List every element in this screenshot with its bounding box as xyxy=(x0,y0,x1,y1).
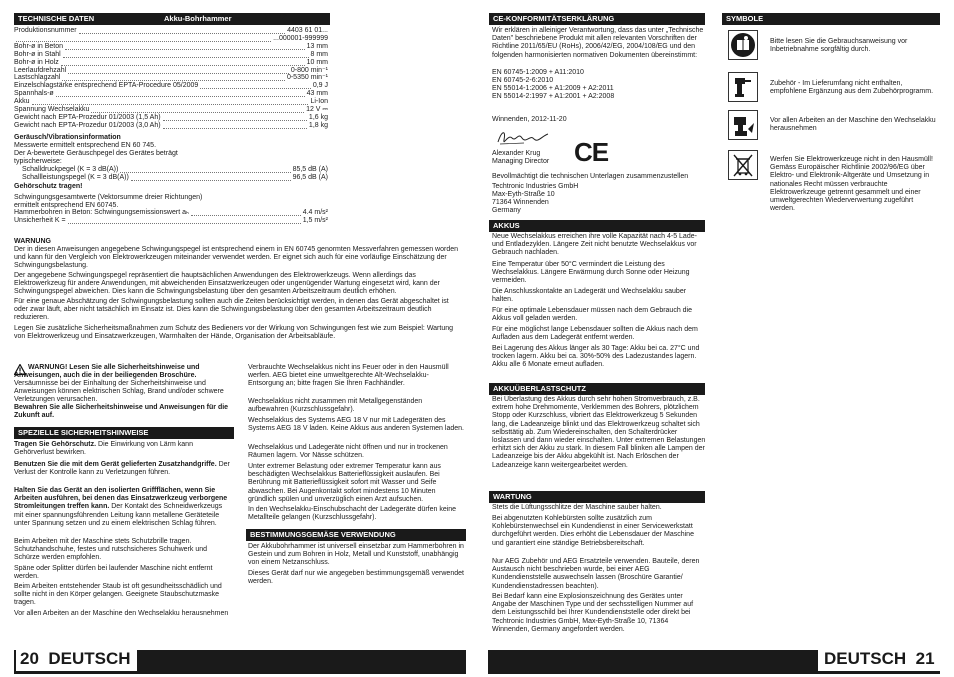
special-safety-header xyxy=(14,427,234,439)
symbol-text-manual: Bitte lesen Sie die Gebrauchsanweisung vor Inbetriebnahme sorgfältig durch. xyxy=(770,38,908,54)
ce-authorized-text: Bevollmächtigt die technischen Unterlagen zusammenzustellen xyxy=(492,173,689,180)
special-item-6: Beim Arbeiten entstehender Staub ist oft gesundheitsschädlich und sollte nicht in den Körper gelangen. Geeignete Staubschutzmaske tragen. xyxy=(14,583,222,607)
spec-value: 43 mm xyxy=(306,90,328,98)
spec-label: Lastschlagzahl xyxy=(14,74,61,82)
right-page-number: 21 xyxy=(915,649,935,668)
akkus-paragraph-4: Für eine optimale Lebensdauer müssen nach dem Gebrauch die Akkus voll geladen werden. xyxy=(492,307,693,323)
left-page-number: 20 xyxy=(20,649,39,668)
spec-leader-dots xyxy=(191,209,301,216)
ear-protection-title: Gehörschutz tragen! xyxy=(14,183,83,190)
safety-warning-text: Versäumnisse bei der Einhaltung der Sicherheitshinweise und Anweisungen können elektrischen Schlag, Brand und/oder schwere Verletzungen verursachen. xyxy=(14,380,224,404)
ce-address-line-4: Germany xyxy=(492,207,521,214)
left-page-language: DEUTSCH xyxy=(48,649,131,668)
spec-leader-dots xyxy=(131,174,291,181)
spec-value: 4.4 m/s² xyxy=(302,209,328,216)
right-page-language: DEUTSCH xyxy=(824,649,907,668)
spec-label: Spannung Wechselakku xyxy=(14,106,90,113)
symbol-text-accessory: Zubehör - Im Lieferumfang nicht enthalten, empfohlene Ergänzung aus dem Zubehörprogramm. xyxy=(770,80,934,96)
akkus-paragraph-1: Neue Wechselakkus erreichen ihre volle Kapazität nach 4-5 Lade-und Entladezyklen. Längere Zeit nicht benutzte Wechselakkus vor Gebrauch nachladen. xyxy=(492,233,697,257)
spec-value: ...000001-999999 xyxy=(273,34,328,42)
battery-paragraph-4: Wechselakkus und Ladegeräte nicht öffnen und nur in trockenen Räumen lagern. Vor Nässe schützen. xyxy=(248,444,448,460)
akkus-paragraph-5: Für eine möglichst lange Lebensdauer sollten die Akkus nach dem Aufladen aus dem Ladegerät entfernt werden. xyxy=(492,326,698,342)
vibration-line-2: ermittelt entsprechend EN 60745. xyxy=(14,202,119,209)
ce-title: CE-KONFORMITÄTSERKLÄRUNG xyxy=(493,14,615,23)
wartung-title: WARTUNG xyxy=(493,492,532,501)
spec-leader-dots xyxy=(163,122,307,129)
spec-value: 4403 61 01... xyxy=(287,27,328,34)
safety-keep-text: Bewahren Sie alle Sicherheitshinweise und Anweisungen für die Zukunft auf. xyxy=(14,404,229,420)
spec-value: 0-800 min⁻¹ xyxy=(290,66,328,74)
symbols-header xyxy=(722,13,940,25)
spec-label: Hammerbohren in Beton: Schwingungsemissionswert aₕ xyxy=(14,209,189,216)
akkus-paragraph-2: Eine Temperatur über 50°C vermindert die Leistung des Wechselakkus. Längere Erwärmung durch Sonne oder Heizung vermeiden. xyxy=(492,261,690,285)
spec-leader-dots xyxy=(200,82,311,89)
spec-label: Einzelschlagstärke entsprechend EPTA-Procedure 05/2009 xyxy=(14,82,199,90)
spec-label: Spannhals-ø xyxy=(14,90,54,98)
wartung-header xyxy=(489,491,705,503)
spec-leader-dots xyxy=(62,74,285,81)
spec-leader-dots xyxy=(32,98,308,105)
battery-paragraph-5: Unter extremer Belastung oder extremer Temperatur kann aus beschädigten Wechselakkus Batterieflüssigkeit auslaufen. Bei Berührung mit Batterieflüssigkeit sofort mit Wasser und Seife abwaschen. Bei Augenkontakt sofort mindestens 10 Minuten gründlich spülen und unverzüglich einen Arzt aufsuchen. xyxy=(248,463,441,503)
special-item-1: Tragen Sie Gehörschutz. Die Einwirkung von Lärm kann Gehörverlust bewirken. xyxy=(14,441,193,457)
special-safety-title: SPEZIELLE SICHERHEITSHINWEISE xyxy=(18,428,149,437)
intended-use-header xyxy=(246,529,466,541)
right-footer-label xyxy=(818,647,941,671)
akkus-title: AKKUS xyxy=(493,221,520,230)
spec-leader-dots xyxy=(79,27,285,34)
wartung-paragraph-1: Stets die Lüftungsschlitze der Maschine sauber halten. xyxy=(492,504,662,511)
spec-value: 85,5 dB (A) xyxy=(292,166,328,173)
spec-label: Schalldruckpegel (K = 3 dB(A)) xyxy=(22,166,119,173)
noise-line-2: Der A-bewertete Geräuschpegel des Gerätes beträgt xyxy=(14,150,178,157)
weee-bin-icon xyxy=(728,150,758,180)
intended-use-paragraph-2: Dieses Gerät darf nur wie angegeben bestimmungsgemäß verwendet werden. xyxy=(248,570,464,586)
wartung-paragraph-3: Nur AEG Zubehör und AEG Ersatzteile verwenden. Bauteile, deren Austausch nicht beschrieben wurde, bei einer AEG Kundendienststelle auswechseln lassen (Broschüre Garantie/ Kundendienstadressen beachten). xyxy=(492,558,700,590)
battery-paragraph-1: Verbrauchte Wechselakkus nicht ins Feuer oder in den Hausmüll werfen. AEG bietet eine umweltgerechte Alt-Wechselakku-Entsorgung an; bitte fragen Sie Ihren Fachhändler. xyxy=(248,364,449,388)
special-item-4: Beim Arbeiten mit der Maschine stets Schutzbrille tragen. Schutzhandschuhe, festes und rutschsicheres Schuhwerk und Schürze werden empfohlen. xyxy=(14,538,208,562)
overload-title: AKKUÜBERLASTSCHUTZ xyxy=(493,384,586,393)
battery-paragraph-6: In den Wechselakku-Einschubschacht der Ladegeräte dürfen keine Metallteile gelangen (Kurzschlussgefahr). xyxy=(248,506,457,522)
accessory-icon xyxy=(728,72,758,102)
akkus-paragraph-6: Bei Lagerung des Akkus länger als 30 Tage: Akku bei ca. 27°C und trocken lagern. Akku bei ca. 30%-50% des Ladezustandes lagern. Akku alle 6 Monate erneut aufladen. xyxy=(492,345,700,369)
akkus-header xyxy=(489,220,705,232)
spec-leader-dots xyxy=(65,43,305,50)
ce-norm-2: EN 60745-2-6:2010 xyxy=(492,77,554,84)
noise-line-1: Messwerte ermittelt entsprechend EN 60 745. xyxy=(14,142,157,149)
spec-value: 0,9 J xyxy=(312,82,328,90)
spec-label: Bohr-ø in Holz xyxy=(14,58,59,66)
spec-leader-dots xyxy=(61,59,305,66)
ce-place-date: Winnenden, 2012-11-20 xyxy=(492,116,567,123)
battery-paragraph-3: Wechselakkus des Systems AEG 18 V nur mit Ladegeräten des Systems AEG 18 V laden. Keine Akkus aus anderen Systemen laden. xyxy=(248,417,464,433)
ce-norm-4: EN 55014-2:1997 + A1:2001 + A2:2008 xyxy=(492,93,615,100)
special-item-5: Späne oder Splitter dürfen bei laufender Maschine nicht entfernt werden. xyxy=(14,565,213,581)
symbol-text-weee: Werfen Sie Elektrowerkzeuge nicht in den Hausmüll! Gemäss Europäischer Richtlinie 2002/96/EG über Elektro- und Elektronik-Altgeräte und Umsetzung in nationales Recht müssen verbrauchte Elektrowerkzeuge getrennt gesammelt und einer umweltgerechten Wiederverwertung zugeführt werden. xyxy=(770,156,933,213)
ce-address-line-3: 71364 Winnenden xyxy=(492,199,549,206)
spec-leader-dots xyxy=(163,114,307,121)
left-footer-label xyxy=(16,647,137,671)
spec-value: 13 mm xyxy=(306,42,328,50)
spec-label: Bohr-ø in Stahl xyxy=(14,50,61,58)
warning-paragraph-1: Der in diesen Anweisungen angegebene Schwingungspegel ist entsprechend einem in EN 60745 genormten Messverfahren gemessen worden und kann für den Vergleich von Elektrowerkzeugen miteinander verwendet werden. Er eignet sich auch für eine vorläufige Einschätzung der Schwingungsbelastung. xyxy=(14,246,459,270)
spec-label: Unsicherheit K = xyxy=(14,217,66,224)
spec-value: 8 mm xyxy=(310,50,328,58)
intended-use-paragraph-1: Der Akkubohrhammer ist universell einsetzbar zum Hammerbohren in Gestein und zum Bohren in Holz, Metall und Kunststoff, unabhängig von einem Netzanschluss. xyxy=(248,543,464,567)
battery-paragraph-2: Wechselakkus nicht zusammen mit Metallgegenständen aufbewahren (Kurzschlussgefahr). xyxy=(248,398,423,414)
ce-norm-3: EN 55014-1:2006 + A1:2009 + A2:2011 xyxy=(492,85,614,92)
spec-label: Akku xyxy=(14,98,30,106)
ce-norm-1: EN 60745-1:2009 + A11:2010 xyxy=(492,69,584,76)
spec-value: 10 mm xyxy=(306,58,328,66)
model-label: Akku-Bohrhammer xyxy=(164,14,232,23)
noise-title: Geräusch/Vibrationsinformation xyxy=(14,134,121,141)
spec-leader-dots xyxy=(68,217,301,224)
spec-value: 0-5350 min⁻¹ xyxy=(286,74,328,82)
spec-value: Li-Ion xyxy=(310,98,328,106)
overload-header xyxy=(489,383,705,395)
spec-label: Leerlaufdrehzahl xyxy=(14,66,67,74)
ce-mark: CE xyxy=(574,137,609,167)
manual-icon xyxy=(728,30,758,60)
akkus-paragraph-3: Die Anschlusskontakte an Ladegerät und Wechselakku sauber halten. xyxy=(492,288,687,304)
wartung-paragraph-2: Bei abgenutzten Kohlebürsten sollte zusätzlich zum Kohlebürstenwechsel ein Kundendienst in einer Servicewerkstatt durchgeführt werden. Dies erhöht die Lebensdauer der Maschine und garantiert eine ständige Betriebsbereitschaft. xyxy=(492,515,694,547)
special-item-3: Halten Sie das Gerät an den isolierten Griffflächen, wenn Sie Arbeiten ausführen, bei denen das Einsatzwerkzeug verborgene Stromleitungen treffen kann. Der Kontakt des Schneidwerkzeugs mit einer spannungsführenden Leitung kann metallene Geräteteile unter Spannung setzen und zu einem elektrischen Schlag führen. xyxy=(14,487,228,527)
ce-signatory-role: Managing Director xyxy=(492,158,550,165)
vibration-line-1: Schwingungsgesamtwerte (Vektorsumme dreier Richtungen) xyxy=(14,194,203,201)
spec-label: Gewicht nach EPTA-Prozedur 01/2003 (1,5 Ah) xyxy=(14,113,161,121)
warning-paragraph-3: Für eine genaue Abschätzung der Schwingungsbelastung sollten auch die Zeiten berücksichtigt werden, in denen das Gerät abgeschaltet ist oder zwar läuft, aber nicht tatsächlich im Einsatz ist. Dies kann die Schwingungsbelastung über den gesamten Arbeitszeitraum deutlich reduzieren. xyxy=(14,298,449,322)
battery-remove-icon xyxy=(728,110,758,140)
spec-label: Produktionsnummer xyxy=(14,27,77,34)
spec-value: 1,8 kg xyxy=(308,121,328,129)
spec-leader-dots xyxy=(56,90,305,97)
ce-header xyxy=(489,13,705,25)
spec-value: 1,6 kg xyxy=(308,113,328,121)
spec-value: 1,5 m/s² xyxy=(302,217,328,224)
overload-text: Bei Überlastung des Akkus durch sehr hohen Stromverbrauch, z.B. extrem hohe Drehmomente, Verklemmen des Bohrers, plötzlichem Stopp oder Kurzschluss, vibriert das Elektrowerkzeug 5 Sekunden lang, die Ladeanzeige blinkt und das Elektrowerkzeug schaltet sich selbsttätig ab. Zum Wiedereinschalten, den Schalterdrücker loslassen und dann wieder einschalten. Unter extremen Belastungen erhitzt sich der Akku zu stark. In diesem Fall blinken alle Lampen der Ladeanzeige bis der Akku abgekühlt ist. Nach Erlöschen der Ladeanzeige kann weitergearbeitet werden. xyxy=(492,396,706,469)
warning-title: WARNUNG xyxy=(14,238,51,245)
wartung-paragraph-4: Bei Bedarf kann eine Explosionszeichnung des Gerätes unter Angabe der Maschinen Type und der sechsstelligen Nummer auf dem Leistungsschild bei Ihrer Kundendienststelle oder direkt bei Techtronic Industries GmbH, Max-Eyth-Straße 10, 71364 Winnenden, Germany angefordert werden. xyxy=(492,593,694,633)
spec-leader-dots xyxy=(16,35,271,42)
special-item-7: Vor allen Arbeiten an der Maschine den Wechselakku herausnehmen xyxy=(14,610,229,617)
ce-address-line-2: Max-Eyth-Straße 10 xyxy=(492,191,555,198)
spec-leader-dots xyxy=(63,51,309,58)
spec-label: Schallleistungspegel (K = 3 dB(A)) xyxy=(22,174,129,181)
ce-address-line-1: Techtronic Industries GmbH xyxy=(492,183,579,190)
intended-use-title: BESTIMMUNGSGEMÄSE VERWENDUNG xyxy=(250,530,396,539)
warning-paragraph-2: Der angegebene Schwingungspegel repräsentiert die hauptsächlichen Anwendungen des Elektrowerkzeugs. Wenn allerdings das Elektrowerkzeug für andere Anwendungen, mit abweichenden Einsatzwerkzeugen oder ungenügender Wartung eingesetzt wird, kann der Schwingungspegel abweichen. Dies kann die Schwingungsbelastung über den gesamten Arbeitszeitraum deutlich erhöhen. xyxy=(14,272,440,296)
safety-warning-bold: WARNUNG! Lesen Sie alle Sicherheitshinweise und Anweisungen, auch die in der beiliegenden Broschüre. xyxy=(14,364,200,380)
ce-signatory-name: Alexander Krug xyxy=(492,150,541,157)
model-number: BBH 12 xyxy=(262,14,287,21)
symbols-title: SYMBOLE xyxy=(726,14,764,23)
noise-line-3: typischerweise: xyxy=(14,158,62,165)
special-item-2: Benutzen Sie die mit dem Gerät gelieferten Zusatzhandgriffe. Der Verlust der Kontrolle kann zu Verletzungen führen. xyxy=(14,461,230,477)
spec-leader-dots xyxy=(68,67,289,74)
spec-value: 12 V ⎓ xyxy=(306,106,328,113)
spec-label: Gewicht nach EPTA-Prozedur 01/2003 (3,0 Ah) xyxy=(14,121,161,129)
symbol-text-battery-remove: Vor allen Arbeiten an der Maschine den Wechselakku herausnehmen xyxy=(770,117,936,133)
spec-leader-dots xyxy=(91,106,304,113)
spec-label: Bohr-ø in Beton xyxy=(14,42,64,50)
ce-intro: Wir erklären in alleiniger Verantwortung, dass das unter „Technische Daten" beschriebene Produkt mit allen relevanten Vorschriften der Richtline 2011/65/EU (RoHs), 2006/42/EG, 2004/108/EG und den folgenden harmonisierten normativen Dokumenten übereinstimmt: xyxy=(492,27,704,59)
technical-data-title: TECHNISCHE DATEN xyxy=(18,14,95,23)
warning-paragraph-4: Legen Sie zusätzliche Sicherheitsmaßnahmen zum Schutz des Bedieners vor der Wirkung von Schwingungen fest wie zum Beispiel: Wartung von Elektrowerkzeug und Einsatzwerkzeugen, Warmhalten der Hände, Organisation der Arbeitsabläufe. xyxy=(14,325,454,341)
spec-value: 96,5 dB (A) xyxy=(292,174,328,181)
signature-icon xyxy=(494,126,554,150)
spec-leader-dots xyxy=(120,166,291,173)
